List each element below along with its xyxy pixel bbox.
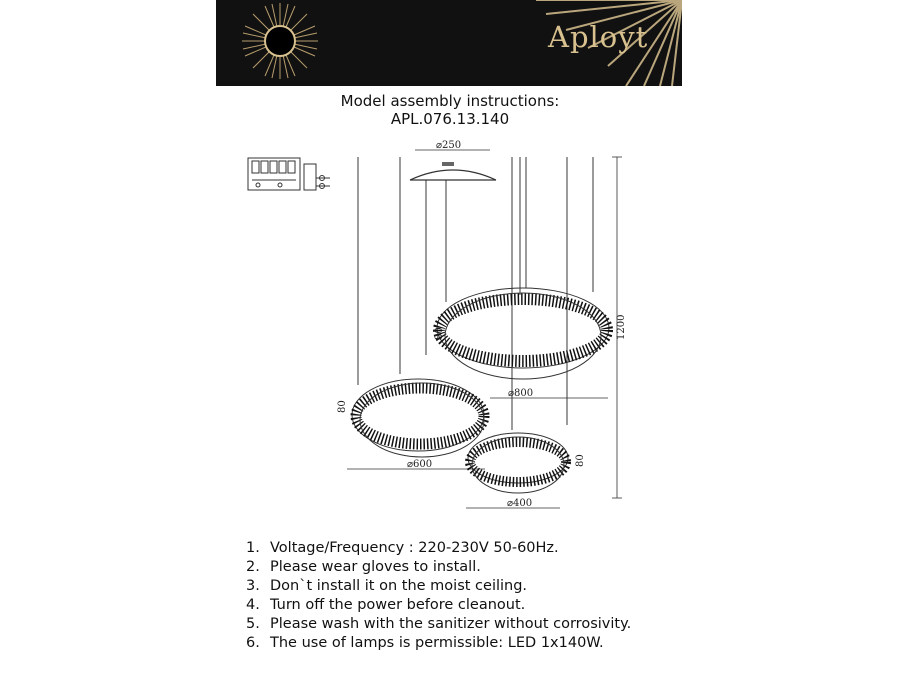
ring-large (437, 288, 609, 379)
ring-small-diameter: ⌀400 (507, 498, 533, 509)
assembly-diagram (240, 140, 660, 515)
wiring-box-icon (248, 158, 330, 190)
canopy (410, 170, 496, 180)
ring-medium-height: 80 (337, 400, 348, 413)
ring-medium (352, 379, 484, 457)
instructions-list (246, 539, 631, 653)
ring-large-height: 80 (434, 327, 445, 340)
canopy-dimension: ⌀250 (436, 140, 462, 151)
list-item: 2. Please wear gloves to install. (246, 559, 481, 575)
list-item: 1. Voltage/Frequency : 220-230V 50-60Hz. (246, 540, 559, 556)
ring-medium-diameter: ⌀600 (407, 459, 433, 470)
instructions-title: Model assembly instructions: (340, 92, 560, 110)
ring-large-diameter: ⌀800 (508, 388, 534, 399)
model-number: APL.076.13.140 (390, 110, 510, 128)
ring-small (468, 433, 568, 493)
list-item: 4. Turn off the power before cleanout. (246, 597, 526, 613)
brand-name: Aployt (548, 20, 649, 54)
list-item: 6. The use of lamps is permissible: LED 1x140W. (246, 635, 604, 651)
list-item: 3. Don`t install it on the moist ceiling. (246, 578, 528, 594)
ring-small-height: 80 (575, 454, 586, 467)
total-height: 1200 (616, 314, 627, 340)
list-item: 5. Please wash with the sanitizer without corrosivity. (246, 616, 632, 632)
brand-banner (216, 0, 682, 86)
